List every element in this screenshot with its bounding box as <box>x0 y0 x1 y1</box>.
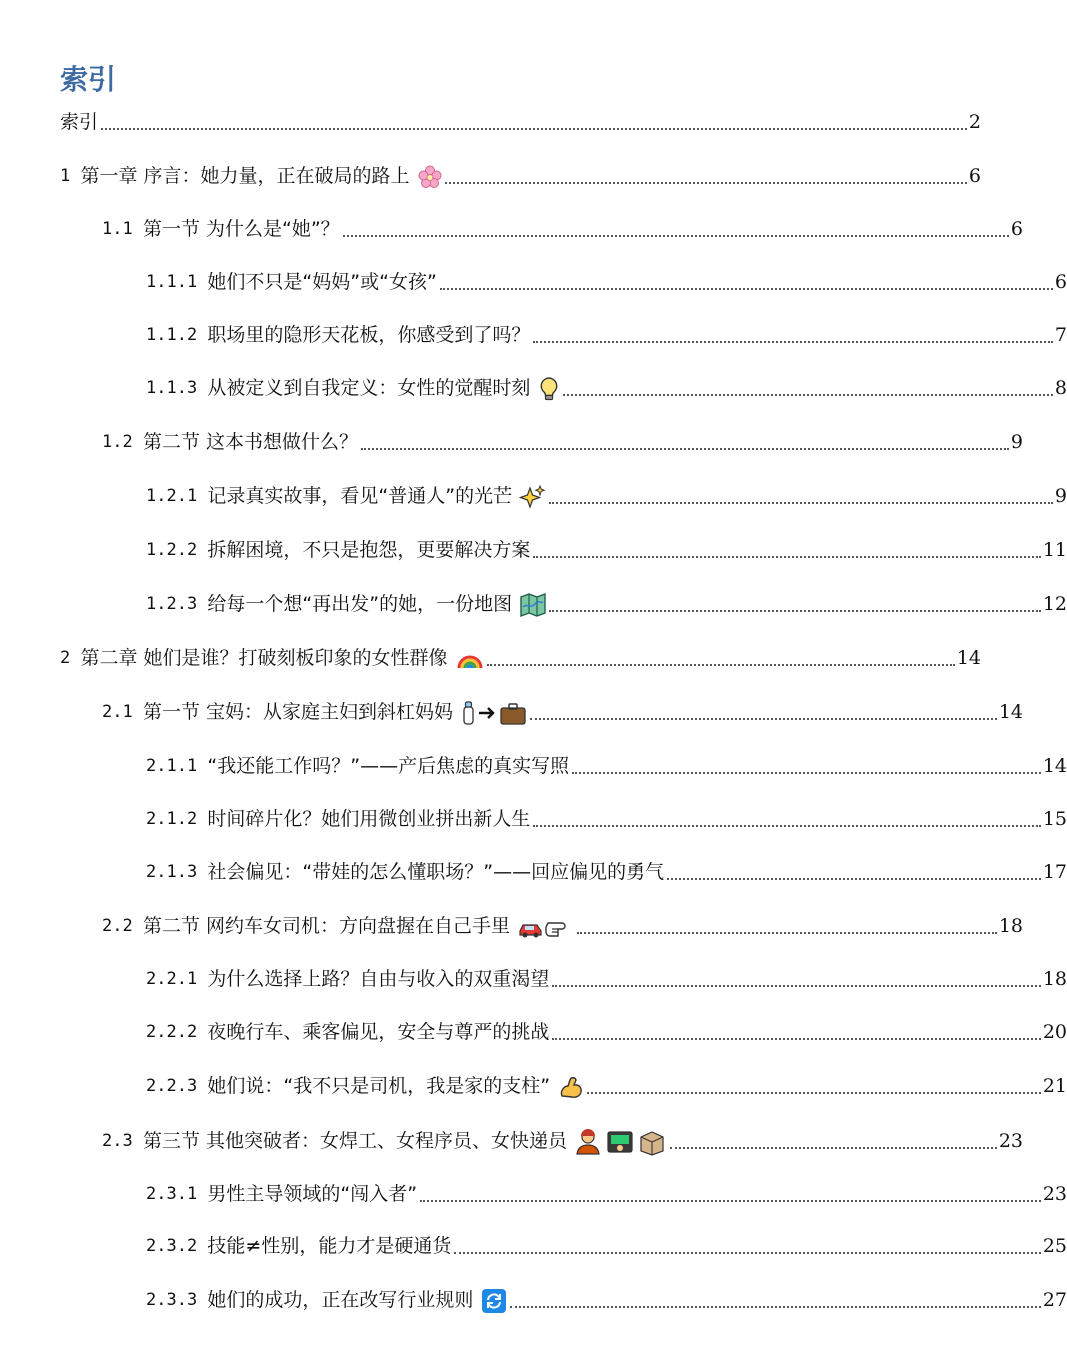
dot-leader <box>577 932 997 934</box>
dot-leader <box>454 1252 1040 1254</box>
dot-leader <box>552 985 1040 987</box>
toc-entry-title: 她们说：“我不只是司机，我是家的支柱” <box>207 1075 551 1097</box>
dot-leader <box>533 341 1052 343</box>
toc-entry-title: 技能≠性别，能力才是硬通货 <box>207 1235 452 1257</box>
toc-entry-title: 第二节 这本书想做什么？ <box>142 431 358 453</box>
toc-entry[interactable] <box>0 590 1067 618</box>
toc-entry-number: 1.2.3 <box>146 594 208 614</box>
toc-entry[interactable] <box>0 698 1023 726</box>
worker-computer-package-icon <box>575 1129 667 1155</box>
toc-entry-page-number: 23 <box>998 1130 1023 1152</box>
toc-entry-page-number: 14 <box>998 701 1023 723</box>
toc-entry[interactable] <box>0 912 1023 940</box>
toc-entry-page-number: 17 <box>1042 861 1067 883</box>
toc-entry-number: 2 <box>60 648 81 668</box>
toc-entry[interactable] <box>0 1127 1023 1155</box>
toc-entry-number: 1.1.3 <box>146 378 208 398</box>
dot-leader <box>510 1306 1040 1308</box>
dot-leader <box>667 878 1041 880</box>
dot-leader <box>549 610 1041 612</box>
toc-entry-title: 男性主导领域的“闯入者” <box>207 1183 418 1205</box>
dot-leader <box>549 502 1053 504</box>
rainbow-icon <box>456 646 484 672</box>
dot-leader <box>440 288 1053 290</box>
toc-entry-page-number: 18 <box>998 915 1023 937</box>
baby-bottle-to-briefcase-icon <box>461 700 527 726</box>
cherry-blossom-icon <box>418 164 442 190</box>
toc-entry-number: 1.1.1 <box>146 272 208 292</box>
toc-entry-number: 2.3.2 <box>146 1236 208 1256</box>
toc-entry-title: 她们不只是“妈妈”或“女孩” <box>207 271 437 293</box>
toc-entry-number: 2.1.1 <box>146 756 208 776</box>
toc-entry-page-number: 25 <box>1042 1235 1067 1257</box>
car-and-hand-icon <box>518 914 574 940</box>
toc-entry-title: 第一节 为什么是“她”？ <box>142 218 340 240</box>
dot-leader <box>587 1092 1041 1094</box>
dot-leader <box>487 664 955 666</box>
toc-entry[interactable] <box>0 1018 1067 1046</box>
dot-leader <box>361 448 1009 450</box>
toc-entry[interactable] <box>0 1072 1067 1100</box>
toc-entry-page-number: 12 <box>1042 593 1067 615</box>
dot-leader <box>572 772 1041 774</box>
toc-entry-page-number: 27 <box>1042 1289 1067 1311</box>
toc-entry-title: 为什么选择上路？自由与收入的双重渴望 <box>207 968 550 990</box>
toc-entry[interactable] <box>0 268 1067 296</box>
toc-entry-number: 2.1.3 <box>146 862 208 882</box>
toc-entry-title: 从被定义到自我定义：女性的觉醒时刻 <box>207 377 531 399</box>
toc-entry-page-number: 11 <box>1042 539 1067 561</box>
toc-entry-title: 第一章 序言：她力量，正在破局的路上 <box>80 165 410 187</box>
toc-entry[interactable] <box>0 215 1023 243</box>
toc-entry-page-number: 15 <box>1042 808 1067 830</box>
toc-entry-title: 职场里的隐形天花板，你感受到了吗？ <box>207 324 531 346</box>
toc-entry[interactable] <box>0 428 1023 456</box>
toc-entry-number: 2.1 <box>102 702 143 722</box>
toc-entry-page-number: 20 <box>1042 1021 1067 1043</box>
toc-entry-number: 1 <box>60 166 81 186</box>
dot-leader <box>670 1147 997 1149</box>
toc-entry-page-number: 7 <box>1054 324 1067 346</box>
toc-entry-number: 2.2.1 <box>146 969 208 989</box>
toc-entry-title: 时间碎片化？她们用微创业拼出新人生 <box>207 808 531 830</box>
toc-entry[interactable] <box>0 162 981 190</box>
refresh-icon <box>481 1288 507 1314</box>
toc-entry-number: 1.1 <box>102 219 143 239</box>
toc-entry-number: 1.2.2 <box>146 540 208 560</box>
toc-entry-number: 2.1.2 <box>146 809 208 829</box>
toc-entry[interactable] <box>0 1286 1067 1314</box>
toc-entry-page-number: 9 <box>1010 431 1023 453</box>
toc-entry-page-number: 9 <box>1054 485 1067 507</box>
toc-entry-title: 夜晚行车、乘客偏见，安全与尊严的挑战 <box>207 1021 550 1043</box>
toc-entry-page-number: 6 <box>1010 218 1023 240</box>
toc-entry-number: 1.2.1 <box>146 486 208 506</box>
dot-leader <box>533 825 1040 827</box>
toc-entry-title: 给每一个想“再出发”的她，一份地图 <box>207 593 513 615</box>
toc-entry-title: 第一节 宝妈：从家庭主妇到斜杠妈妈 <box>142 701 453 723</box>
dot-leader <box>101 128 967 130</box>
toc-entry-number: 2.3.3 <box>146 1290 208 1310</box>
toc-entry[interactable] <box>0 374 1067 402</box>
toc-entry-page-number: 6 <box>1054 271 1067 293</box>
toc-entry-page-number: 14 <box>956 647 981 669</box>
flexed-biceps-icon <box>558 1074 584 1100</box>
map-icon <box>520 592 546 618</box>
toc-entry[interactable] <box>0 108 981 136</box>
dot-leader <box>530 718 997 720</box>
toc-entry-number: 2.2 <box>102 916 143 936</box>
toc-entry-number: 2.2.2 <box>146 1022 208 1042</box>
toc-entry-number: 2.3 <box>102 1131 143 1151</box>
toc-entry-title: 索引 <box>60 111 99 133</box>
light-bulb-icon <box>538 376 560 402</box>
toc-entry[interactable] <box>0 1232 1067 1260</box>
index-heading: 索引 <box>60 63 117 96</box>
toc-entry-page-number: 8 <box>1054 377 1067 399</box>
toc-entry-page-number: 21 <box>1042 1075 1067 1097</box>
toc-entry[interactable] <box>0 644 981 672</box>
sparkles-icon <box>520 484 546 510</box>
toc-entry[interactable] <box>0 1180 1067 1208</box>
toc-entry-page-number: 2 <box>968 111 981 133</box>
toc-entry-title: 第二节 网约车女司机：方向盘握在自己手里 <box>142 915 510 937</box>
toc-entry-number: 1.1.2 <box>146 325 208 345</box>
toc-entry-number: 2.3.1 <box>146 1184 208 1204</box>
toc-entry-page-number: 14 <box>1042 755 1067 777</box>
toc-entry-title: 社会偏见：“带娃的怎么懂职场？”——回应偏见的勇气 <box>207 861 665 883</box>
dot-leader <box>420 1200 1041 1202</box>
dot-leader <box>343 235 1009 237</box>
toc-entry-page-number: 18 <box>1042 968 1067 990</box>
dot-leader <box>563 394 1052 396</box>
toc-entry[interactable] <box>0 965 1067 993</box>
dot-leader <box>552 1038 1040 1040</box>
toc-entry[interactable] <box>0 536 1067 564</box>
toc-entry[interactable] <box>0 321 1067 349</box>
dot-leader <box>445 182 967 184</box>
toc-entry-title: 拆解困境，不只是抱怨，更要解决方案 <box>207 539 531 561</box>
toc-entry-title: 第二章 她们是谁？打破刻板印象的女性群像 <box>80 647 448 669</box>
dot-leader <box>533 556 1040 558</box>
toc-entry-title: 她们的成功，正在改写行业规则 <box>207 1289 474 1311</box>
toc-entry-title: 记录真实故事，看见“普通人”的光芒 <box>207 485 513 507</box>
toc-entry[interactable] <box>0 805 1067 833</box>
toc-entry-number: 2.2.3 <box>146 1076 208 1096</box>
toc-entry-title: “我还能工作吗？”——产后焦虑的真实写照 <box>207 755 570 777</box>
toc-entry[interactable] <box>0 482 1067 510</box>
toc-entry-number: 1.2 <box>102 432 143 452</box>
toc-entry-page-number: 23 <box>1042 1183 1067 1205</box>
toc-entry-title: 第三节 其他突破者：女焊工、女程序员、女快递员 <box>142 1130 567 1152</box>
toc-entry[interactable] <box>0 858 1067 886</box>
toc-entry-page-number: 6 <box>968 165 981 187</box>
toc-entry[interactable] <box>0 752 1067 780</box>
